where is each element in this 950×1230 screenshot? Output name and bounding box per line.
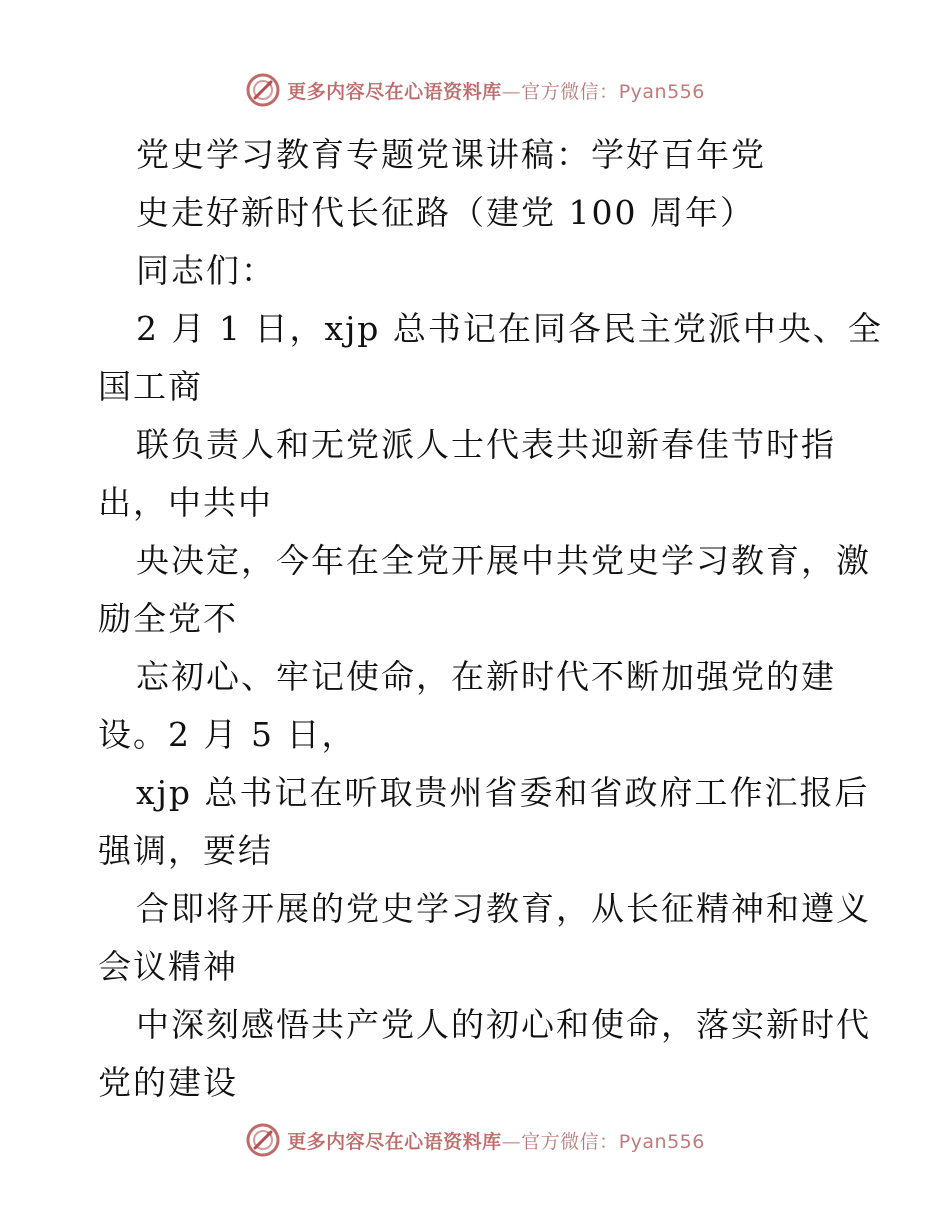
watermark-separator: — <box>501 80 522 103</box>
text-line: 忘初心、牢记使命，在新时代不断加强党的建 <box>136 657 836 696</box>
watermark-label: 官方微信： <box>521 80 619 103</box>
text-line: 联负责人和无党派人士代表共迎新春佳节时指 <box>136 425 836 464</box>
text-line: 强调，要结 <box>98 831 273 870</box>
watermark-id: Pyan556 <box>618 1130 705 1153</box>
watermark-text <box>287 77 705 104</box>
header-watermark <box>0 70 950 110</box>
text-line: 史走好新时代长征路（建党 100 周年） <box>136 193 755 232</box>
watermark-main: 更多内容尽在心语资料库 <box>287 80 502 103</box>
text-line: 2 月 1 日，xjp 总书记在同各民主党派中央、全 <box>136 309 883 348</box>
watermark-main: 更多内容尽在心语资料库 <box>287 1130 502 1153</box>
text-line: xjp 总书记在听取贵州省委和省政府工作汇报后 <box>136 773 870 812</box>
text-line: 励全党不 <box>98 599 238 638</box>
text-line: 党史学习教育专题党课讲稿：学好百年党 <box>136 135 766 174</box>
text-line: 国工商 <box>98 367 203 406</box>
text-line: 党的建设 <box>98 1063 238 1102</box>
text-line: 央决定，今年在全党开展中共党史学习教育，激 <box>136 541 871 580</box>
text-line: 中深刻感悟共产党人的初心和使命，落实新时代 <box>136 1005 871 1044</box>
document-body <box>98 126 883 1112</box>
brand-logo-icon <box>245 1122 281 1158</box>
text-line: 出，中共中 <box>98 483 273 522</box>
watermark-text <box>287 1127 705 1154</box>
text-line: 设。2 月 5 日， <box>98 715 357 754</box>
text-line: 合即将开展的党史学习教育，从长征精神和遵义 <box>136 889 871 928</box>
watermark-separator: — <box>501 1130 522 1153</box>
text-line: 会议精神 <box>98 947 238 986</box>
brand-logo-icon <box>245 72 281 108</box>
watermark-id: Pyan556 <box>618 80 705 103</box>
watermark-label: 官方微信： <box>521 1130 619 1153</box>
text-line: 同志们： <box>136 251 276 290</box>
footer-watermark <box>0 1120 950 1160</box>
